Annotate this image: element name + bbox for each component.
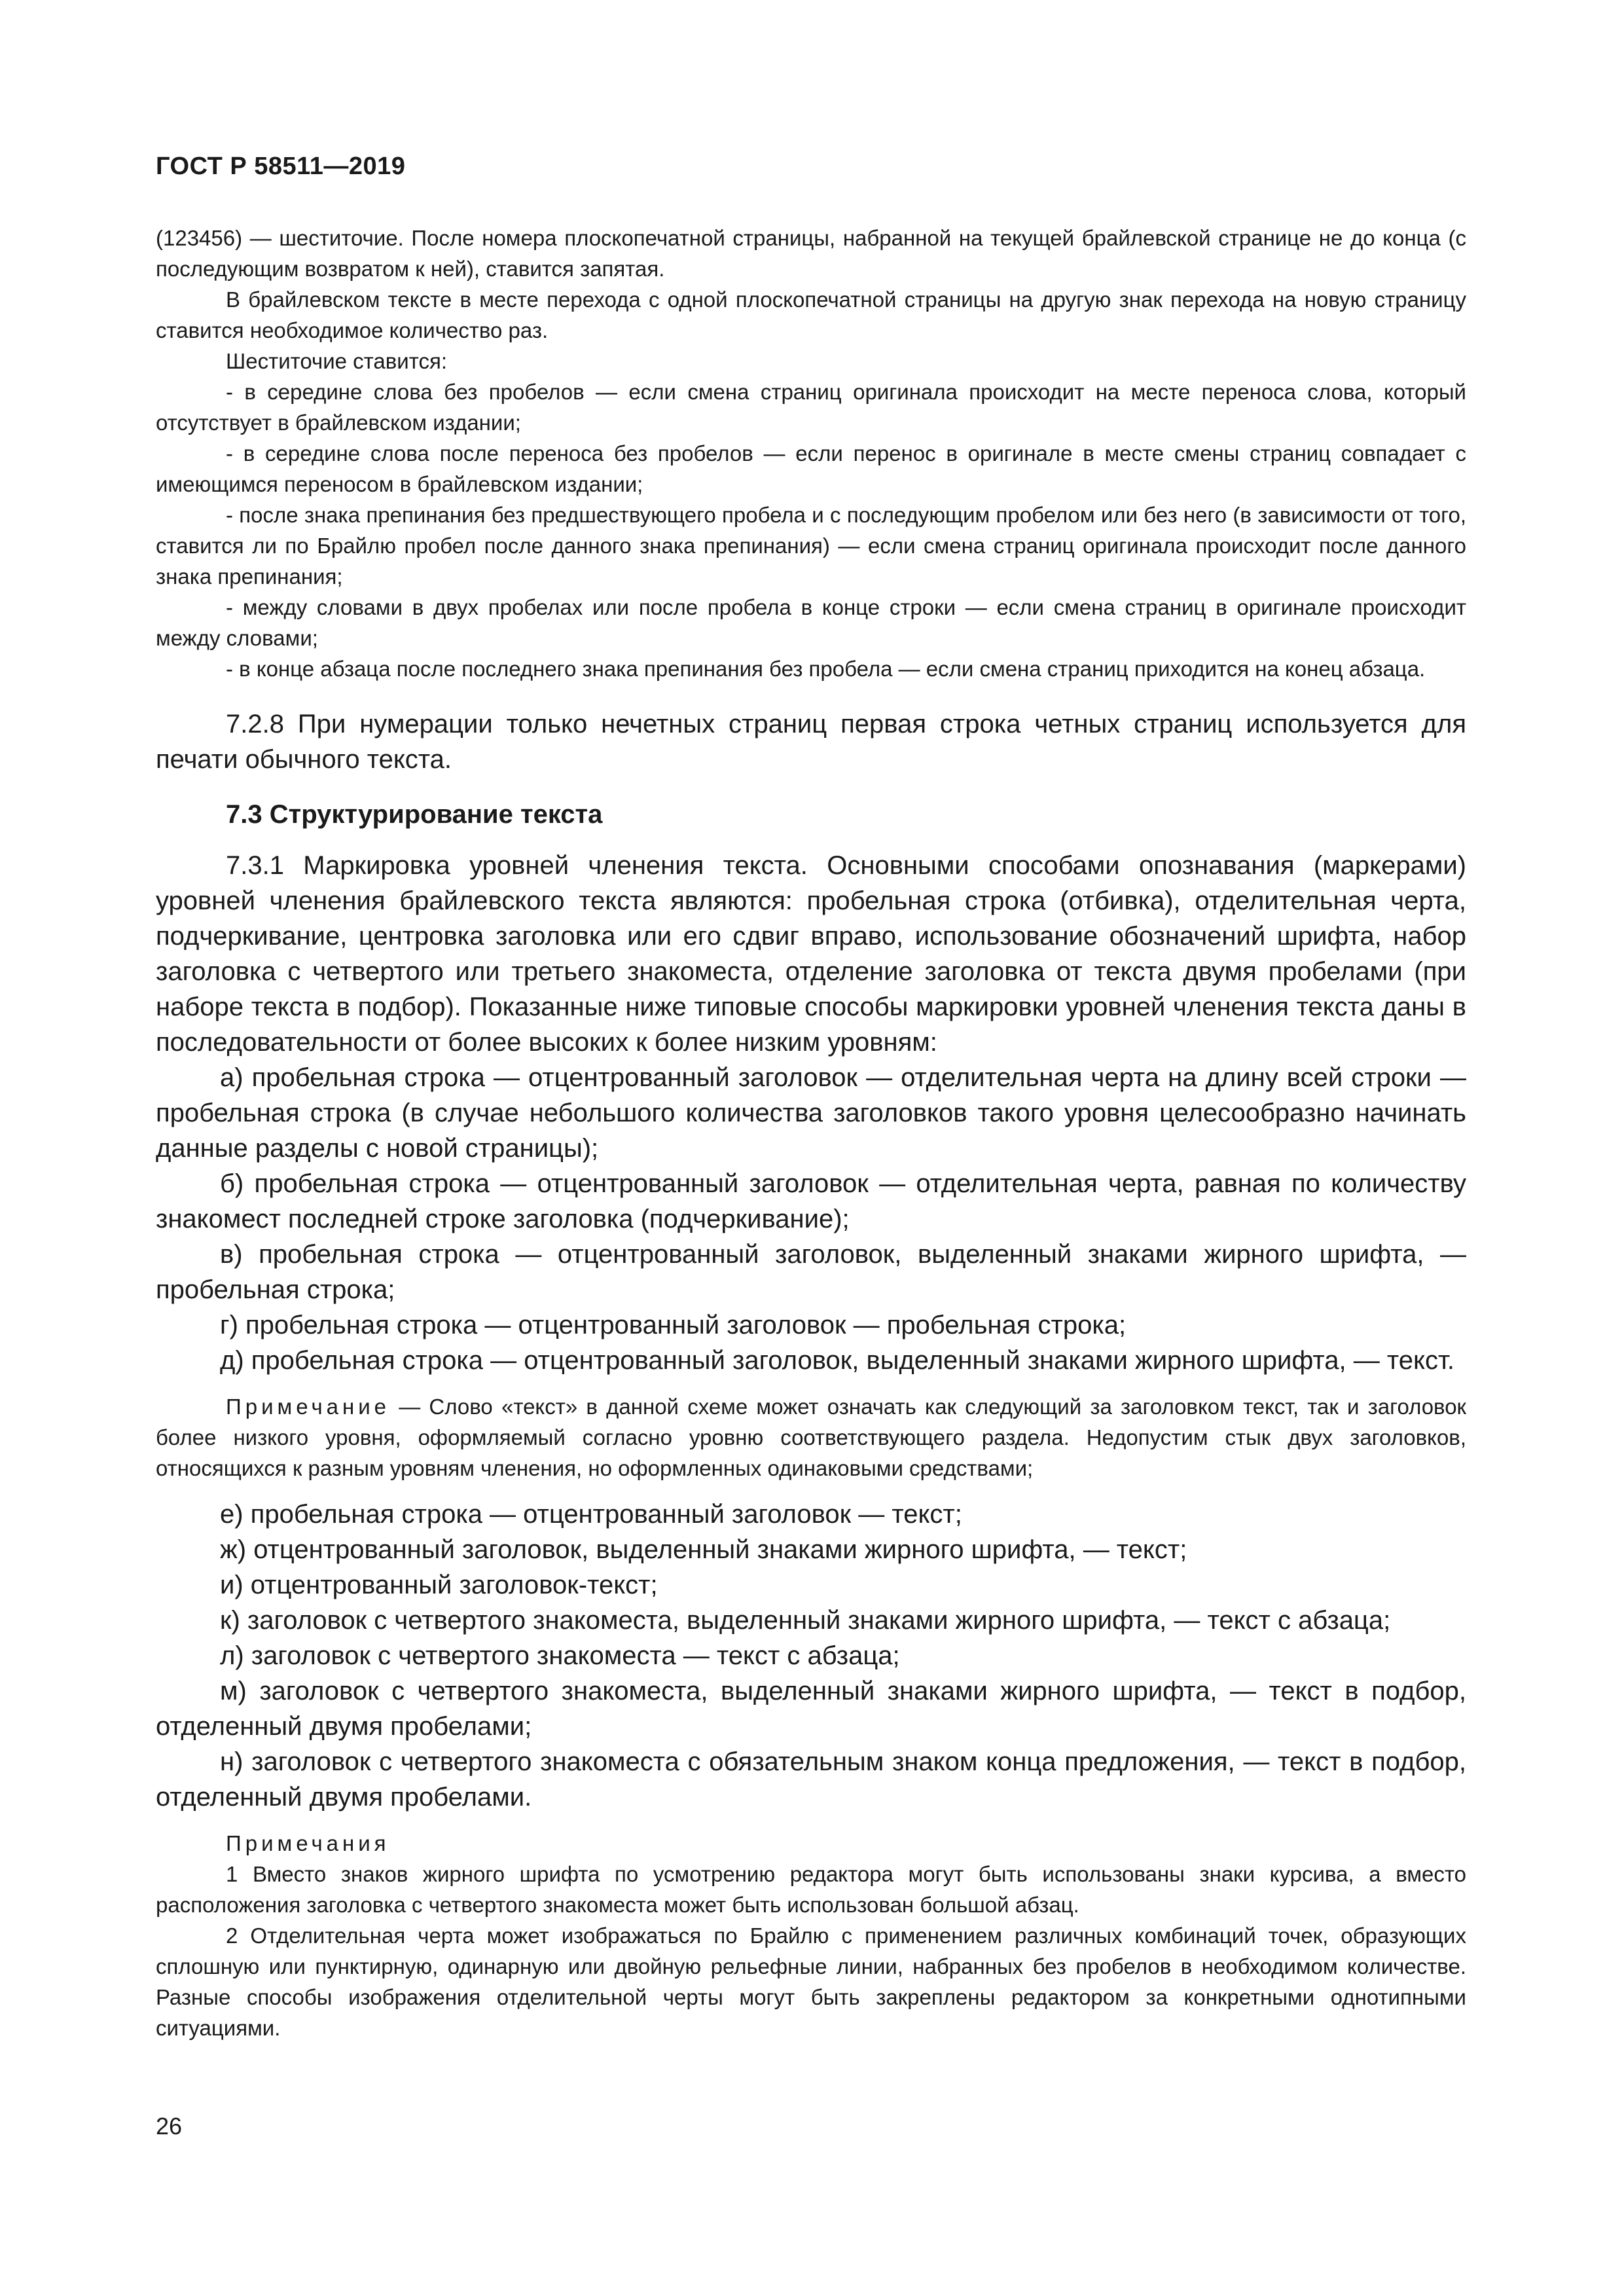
clause-7-2-8: 7.2.8 При нумерации только нечетных страниц первая строка четных страниц используется для печати обычного текста. (156, 710, 1466, 774)
note (156, 1391, 1466, 1484)
list-item: - после знака препинания без предшествующего пробела и с последующим пробелом или без него (в зависимости от того, ставится ли по Брайлю пробел после данного знака препинания) — если смена страниц оригинала происходит после данного знака препинания; (156, 503, 1466, 589)
note-item: 2 Отделительная черта может изображаться по Брайлю с применением различных комбинаций точек, образующих сплошную или пунктирную, одинарную или двойную рельефные линии, набранных без пробелов в необходимом количестве. Разные способы изображения отделительной черты могут быть закреплены редактором за конкретными однотипными ситуациями. (156, 1923, 1466, 2040)
note-text: — Слово «текст» в данной схеме может означать как следующий за заголовком текст, так и заголовок более низкого уровня, оформляемый согласно уровню соответствующего раздела. Недопустим стык двух заголовков, относящихся к разным уровням членения, но оформленных одинаковыми средствами; (156, 1394, 1466, 1480)
paragraph-perehod: В брайлевском тексте в месте перехода с одной плоскопечатной страницы на другую знак перехода на новую страницу ставится необходимое количество раз. (156, 287, 1466, 342)
page-content (156, 223, 1466, 2043)
list-item: д) пробельная строка — отцентрованный заголовок, выделенный знаками жирного шрифта, — текст. (220, 1346, 1454, 1375)
list-item: - в середине слова без пробелов — если смена страниц оригинала происходит на месте переноса слова, который отсутствует в брайлевском издании; (156, 380, 1466, 435)
page-number: 26 (156, 2113, 183, 2140)
list-item: - между словами в двух пробелах или после пробела в конце строки — если смена страниц в оригинале происходит между словами; (156, 595, 1466, 650)
clause-7-3-1: 7.3.1 Маркировка уровней членения текста. Основными способами опознавания (маркерами) уровней членения брайлевского текста являются: пробельная строка (отбивка), отделительная черта, подчеркивание, центровка заголовка или его сдвиг вправо, использование обозначений шрифта, набор заголовка с четвертого или третьего знакоместа, отделение заголовка от текста двумя пробелами (при наборе текста в подбор). Показанные ниже типовые способы маркировки уровней членения текста даны в последовательности от более высоких к более низким уровням: (156, 851, 1466, 1057)
paragraph-stavitsya: Шеститочие ставится: (226, 349, 448, 373)
note-item: 1 Вместо знаков жирного шрифта по усмотрению редактора могут быть использованы знаки курсива, а вместо расположения заголовка с четвертого знакоместа может быть использован большой абзац. (156, 1862, 1466, 1917)
notes-label: Примечания (226, 1831, 390, 1855)
list-item: - в конце абзаца после последнего знака препинания без пробела — если смена страниц приходится на конец абзаца. (226, 657, 1426, 681)
list-item: л) заголовок с четвертого знакоместа — текст с абзаца; (220, 1641, 900, 1670)
list-item: - в середине слова после переноса без пробелов — если перенос в оригинале в месте смены страниц совпадает с имеющимся переносом в брайлевском издании; (156, 441, 1466, 496)
list-item: в) пробельная строка — отцентрованный заголовок, выделенный знаками жирного шрифта, — пробельная строка; (156, 1240, 1466, 1304)
note-label: Примечание (226, 1394, 391, 1419)
list-item: к) заголовок с четвертого знакоместа, выделенный знаками жирного шрифта, — текст с абзаца; (220, 1606, 1391, 1635)
list-item: г) пробельная строка — отцентрованный заголовок — пробельная строка; (220, 1311, 1127, 1339)
list-item: и) отцентрованный заголовок-текст; (220, 1571, 658, 1599)
list-item: н) заголовок с четвертого знакоместа с обязательным знаком конца предложения, — текст в подбор, отделенный двумя пробелами. (156, 1747, 1466, 1812)
section-heading: 7.3 Структурирование текста (226, 800, 603, 829)
document-code: ГОСТ Р 58511—2019 (156, 153, 406, 180)
list-item: е) пробельная строка — отцентрованный заголовок — текст; (220, 1500, 962, 1529)
list-item: а) пробельная строка — отцентрованный заголовок — отделительная черта на длину всей строки — пробельная строка (в случае небольшого количества заголовков такого уровня целесообразно начинать данные разделы с новой страницы); (156, 1063, 1466, 1163)
notes-heading (156, 1828, 1466, 1859)
paragraph-shestitochie: (123456) — шеститочие. После номера плоскопечатной страницы, набранной на текущей брайлевской странице не до конца (с последующим возвратом к ней), ставится запятая. (156, 226, 1466, 281)
list-item: ж) отцентрованный заголовок, выделенный знаками жирного шрифта, — текст; (220, 1535, 1187, 1564)
list-item: м) заголовок с четвертого знакоместа, выделенный знаками жирного шрифта, — текст в подбор, отделенный двумя пробелами; (156, 1677, 1466, 1741)
list-item: б) пробельная строка — отцентрованный заголовок — отделительная черта, равная по количеству знакомест последней строке заголовка (подчеркивание); (156, 1169, 1466, 1233)
